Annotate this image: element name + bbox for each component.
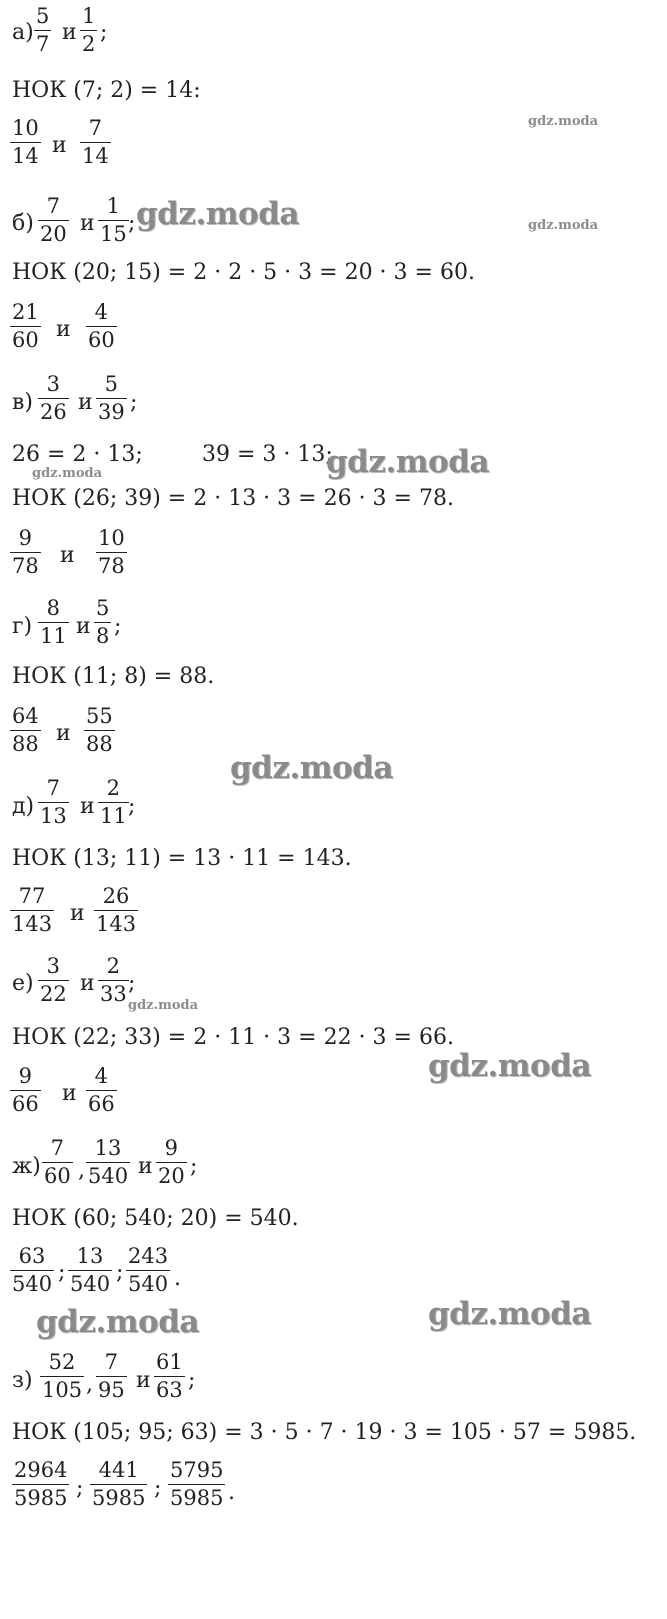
watermark: gdz.moda [230,750,393,786]
part-b-result-2: 4 60 [88,300,115,352]
watermark: gdz.moda [32,466,103,481]
part-zh-label: ж) [12,1154,41,1179]
conjunction: и [138,1154,153,1179]
watermark: gdz.moda [428,1048,591,1084]
semicolon: ; [100,20,108,45]
part-z-lcm: НОК (105; 95; 63) = 3 · 5 · 7 · 19 · 3 = 105 · 57 = 5985. [12,1420,637,1445]
part-g-label: г) [12,614,33,639]
part-v-fraction-1: 3 26 [40,372,67,424]
conjunction: и [56,721,71,746]
conjunction: и [52,133,67,158]
comma: , [78,1158,85,1183]
part-d-result-1: 77 143 [12,884,53,936]
part-b-result-1: 21 60 [12,300,39,352]
part-v-label: в) [12,390,33,415]
conjunction: и [78,390,93,415]
part-g-lcm: НОК (11; 8) = 88. [12,664,215,689]
part-e-lcm: НОК (22; 33) = 2 · 11 · 3 = 22 · 3 = 66. [12,1025,454,1050]
part-g-result-1: 64 88 [12,704,39,756]
semicolon: ; [116,1260,124,1285]
part-a-result-1: 10 14 [12,116,39,168]
semicolon: ; [114,614,122,639]
part-e-fraction-2: 2 33 [100,954,127,1006]
part-d-lcm: НОК (13; 11) = 13 · 11 = 143. [12,846,352,871]
part-v-lcm: НОК (26; 39) = 2 · 13 · 3 = 26 · 3 = 78. [12,486,454,511]
semicolon: ; [76,1476,84,1501]
part-a-result-2: 7 14 [82,116,109,168]
part-zh-result-1: 63 540 [12,1244,53,1296]
part-g-fraction-2: 5 8 [96,596,110,648]
part-z-label: з) [12,1368,33,1393]
semicolon: ; [190,1154,198,1179]
conjunction: и [76,614,91,639]
part-e-fraction-1: 3 22 [40,954,67,1006]
semicolon: ; [58,1260,66,1285]
part-v-fraction-2: 5 39 [98,372,125,424]
part-z-fraction-3: 61 63 [156,1350,183,1402]
part-e-label: е) [12,971,34,996]
semicolon: ; [128,794,136,819]
part-g-result-2: 55 88 [86,704,113,756]
part-v-result-2: 10 78 [98,526,125,578]
semicolon: ; [154,1476,162,1501]
watermark: gdz.moda [528,218,599,233]
semicolon: ; [130,390,138,415]
period: . [228,1480,235,1505]
watermark: gdz.moda [136,196,299,232]
part-e-result-2: 4 66 [88,1064,115,1116]
part-z-fraction-2: 7 95 [98,1350,125,1402]
part-v-factorization-2: 39 = 3 · 13; [202,442,333,467]
part-d-result-2: 26 143 [96,884,137,936]
semicolon: ; [188,1368,196,1393]
period: . [174,1266,181,1291]
part-zh-lcm: НОК (60; 540; 20) = 540. [12,1206,299,1231]
conjunction: и [56,317,71,342]
conjunction: и [80,794,95,819]
part-z-result-2: 441 5985 [92,1458,146,1510]
conjunction: и [80,211,95,236]
semicolon: ; [128,971,136,996]
part-d-fraction-2: 2 11 [100,776,127,828]
conjunction: и [60,543,75,568]
watermark: gdz.moda [428,1296,591,1332]
part-e-result-1: 9 66 [12,1064,39,1116]
part-a-label: а) [12,20,34,45]
conjunction: и [80,971,95,996]
part-zh-fraction-2: 13 540 [88,1136,129,1188]
part-d-fraction-1: 7 13 [40,776,67,828]
watermark: gdz.moda [128,998,199,1013]
part-a-fraction-1: 5 7 [36,4,50,56]
part-v-factorization-1: 26 = 2 · 13; [12,442,143,467]
part-b-label: б) [12,211,34,236]
part-g-fraction-1: 8 11 [40,596,67,648]
part-zh-fraction-1: 7 60 [44,1136,71,1188]
part-zh-result-2: 13 540 [70,1244,111,1296]
part-a-lcm: НОК (7; 2) = 14: [12,78,201,103]
part-d-label: д) [12,794,35,819]
part-b-fraction-2: 1 15 [100,194,127,246]
watermark: gdz.moda [326,444,489,480]
part-v-result-1: 9 78 [12,526,39,578]
part-b-fraction-1: 7 20 [40,194,67,246]
conjunction: и [62,20,77,45]
part-a-fraction-2: 1 2 [82,4,96,56]
watermark: gdz.moda [36,1304,199,1340]
part-zh-result-3: 243 540 [128,1244,169,1296]
watermark: gdz.moda [528,114,599,129]
part-z-result-3: 5795 5985 [170,1458,224,1510]
conjunction: и [136,1368,151,1393]
semicolon: ; [128,211,136,236]
part-z-fraction-1: 52 105 [42,1350,83,1402]
conjunction: и [62,1081,77,1106]
part-b-lcm: НОК (20; 15) = 2 · 2 · 5 · 3 = 20 · 3 = 60. [12,260,475,285]
part-zh-fraction-3: 9 20 [158,1136,185,1188]
conjunction: и [70,901,85,926]
comma: , [86,1372,93,1397]
part-z-result-1: 2964 5985 [14,1458,68,1510]
